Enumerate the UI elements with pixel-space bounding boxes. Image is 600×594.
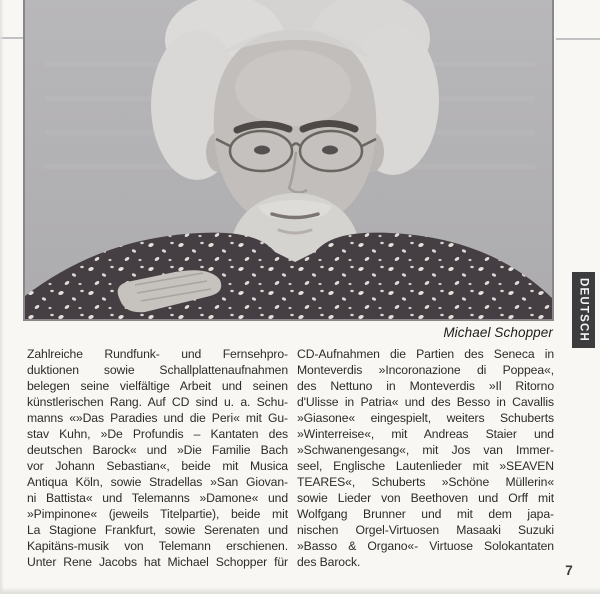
text-line: »Giasone« eingespielt, weiters Schuberts <box>297 411 554 425</box>
text-column-right <box>297 346 554 570</box>
text-line: d'Ulisse in Patria« und des Besso in Cavallis <box>297 395 554 409</box>
text-line: seel, Englische Lautenlieder mit »SEAVEN <box>297 459 554 473</box>
text-line: duktionen sowie Schallplattenaufnahmen <box>27 363 288 377</box>
text-line: stav Kuhn, »De Profundis – Kantaten des <box>27 427 288 441</box>
text-line: »Basso & Organo«- Virtuose Solokantaten <box>297 539 554 553</box>
artist-photo <box>23 0 554 321</box>
page-number: 7 <box>565 563 573 578</box>
text-line: »Pimpinone« (jeweils Titelpartie), beide mit <box>27 507 288 521</box>
text-line: Monteverdis »Incoronazione di Poppea«, <box>297 363 554 377</box>
text-line: künstlerischen Rang. Auf CD sind u. a. Schu- <box>27 395 288 409</box>
scan-page-edge-right <box>556 38 600 40</box>
text-line: vor Johann Sebastian«, beide mit Musica <box>27 459 288 473</box>
text-column-left <box>27 346 288 570</box>
language-tab-label: DEUTSCH <box>577 278 590 342</box>
photo-caption: Michael Schopper <box>443 325 553 340</box>
text-line: »Schwanengesang«, mit Jos van Immer- <box>297 443 554 457</box>
text-line: »Winterreise«, mit Andreas Staier und <box>297 427 554 441</box>
text-line: des Barock. <box>297 555 361 569</box>
text-line: manns «»Das Paradies und die Peri« mit Gu- <box>27 411 288 425</box>
text-line: ni Battista« und Telemanns »Damone« und <box>27 491 288 505</box>
text-line: belegen seine vielfältige Arbeit und seinen <box>27 379 288 393</box>
language-tab <box>572 272 595 348</box>
artist-photo-illustration <box>25 0 552 319</box>
text-line: deutschen Barock« und »Die Familie Bach <box>27 443 288 457</box>
text-line: sowie Lieder von Beethoven und Orff mit <box>297 491 554 505</box>
text-line: Antiqua Köln, sowie Stradellas »San Giovan- <box>27 475 288 489</box>
text-line: Unter Rene Jacobs hat Michael Schopper für <box>27 555 288 569</box>
text-line: Zahlreiche Rundfunk- und Fernsehpro- <box>27 347 288 361</box>
text-line: CD-Aufnahmen die Partien des Seneca in <box>297 347 554 361</box>
text-line: Kapitäns-musik von Telemann erschienen. <box>27 539 288 553</box>
text-line: La Stagione Frankfurt, sowie Serenaten und <box>27 523 288 537</box>
text-line: Wolfgang Brunner und mit dem japa- <box>297 507 554 521</box>
scan-shadow-left <box>0 0 4 594</box>
scan-shadow-bottom <box>0 587 600 594</box>
text-line: nischen Orgel-Virtuosen Masaaki Suzuki <box>297 523 554 537</box>
text-line: des Nettuno in Monteverdis »Il Ritorno <box>297 379 554 393</box>
text-line: TEARES«, Schuberts »Schöne Müllerin« <box>297 475 554 489</box>
